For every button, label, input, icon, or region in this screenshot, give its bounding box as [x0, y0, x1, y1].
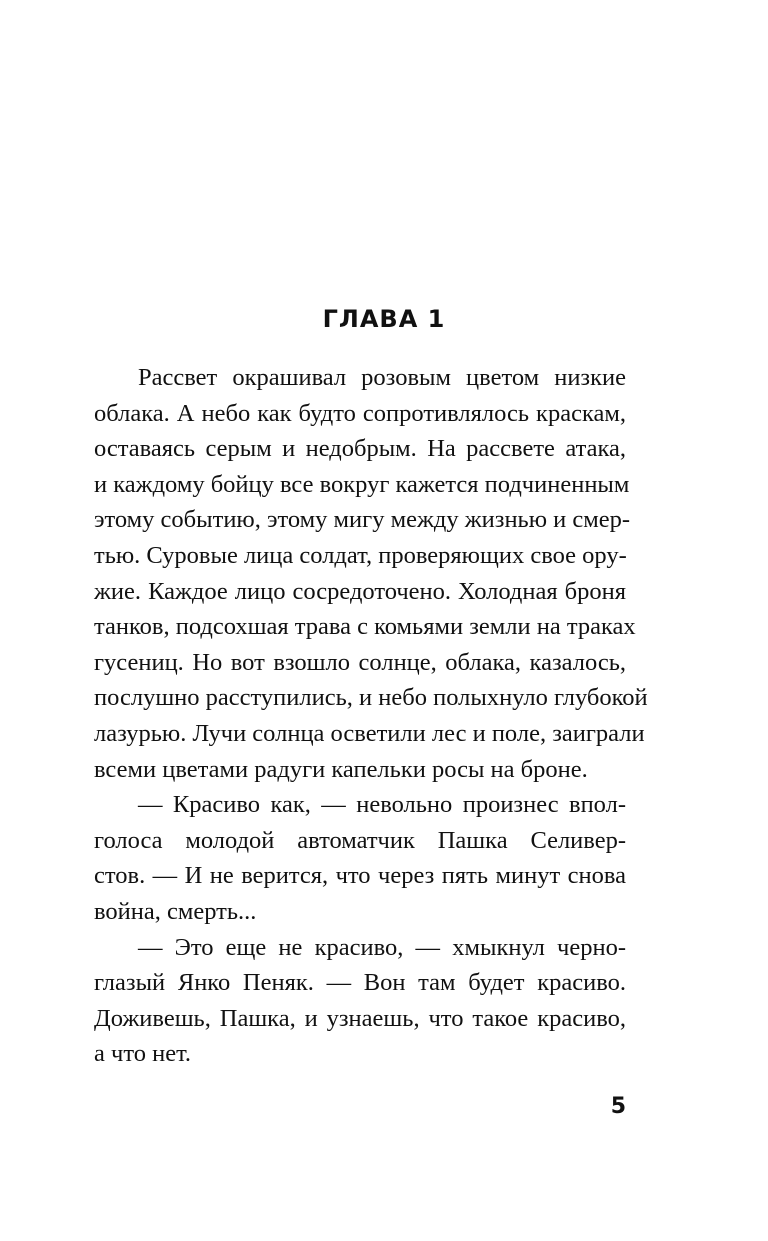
body-text	[94, 360, 648, 1072]
paragraph	[94, 787, 626, 929]
text-line: послушно расступились, и небо полыхнуло глубокой	[94, 684, 648, 712]
text-line: — Красиво как, — невольно произнес впол-	[138, 791, 626, 819]
text-line: Рассвет окрашивал розовым цветом низкие	[138, 364, 626, 391]
paragraph	[94, 360, 648, 787]
text-line: стов. — И не верится, что через пять минут снова	[94, 862, 626, 890]
text-line: этому событию, этому мигу между жизнью и смер-	[94, 506, 631, 534]
text-line: а что нет.	[94, 1040, 192, 1068]
text-line: и каждому бойцу все вокруг кажется подчиненным	[94, 470, 630, 498]
text-line: всеми цветами радуги капельки росы на броне.	[94, 755, 588, 783]
text-line: голоса молодой автоматчик Пашка Селивер-	[94, 826, 626, 854]
text-line: лазурью. Лучи солнца осветили лес и поле, заиграли	[94, 719, 645, 747]
chapter-title: ГЛАВА 1	[322, 305, 446, 333]
text-line: война, смерть...	[94, 897, 257, 925]
text-line: облака. А небо как будто сопротивлялось краскам,	[94, 399, 626, 427]
text-line: — Это еще не красиво, — хмыкнул черно-	[138, 933, 626, 961]
text-line: танков, подсохшая трава с комьями земли на траках	[94, 613, 636, 641]
page-number: 5	[610, 1094, 626, 1119]
text-line: оставаясь серым и недобрым. На рассвете атака,	[94, 435, 626, 463]
text-line: Доживешь, Пашка, и узнаешь, что такое красиво,	[94, 1004, 626, 1032]
text-line: тью. Суровые лица солдат, проверяющих свое ору-	[94, 541, 627, 569]
text-line: глазый Янко Пеняк. — Вон там будет красиво.	[94, 969, 626, 997]
text-line: жие. Каждое лицо сосредоточено. Холодная броня	[94, 577, 626, 605]
text-line: гусениц. Но вот взошло солнце, облака, казалось,	[94, 648, 626, 676]
paragraph	[94, 930, 626, 1072]
